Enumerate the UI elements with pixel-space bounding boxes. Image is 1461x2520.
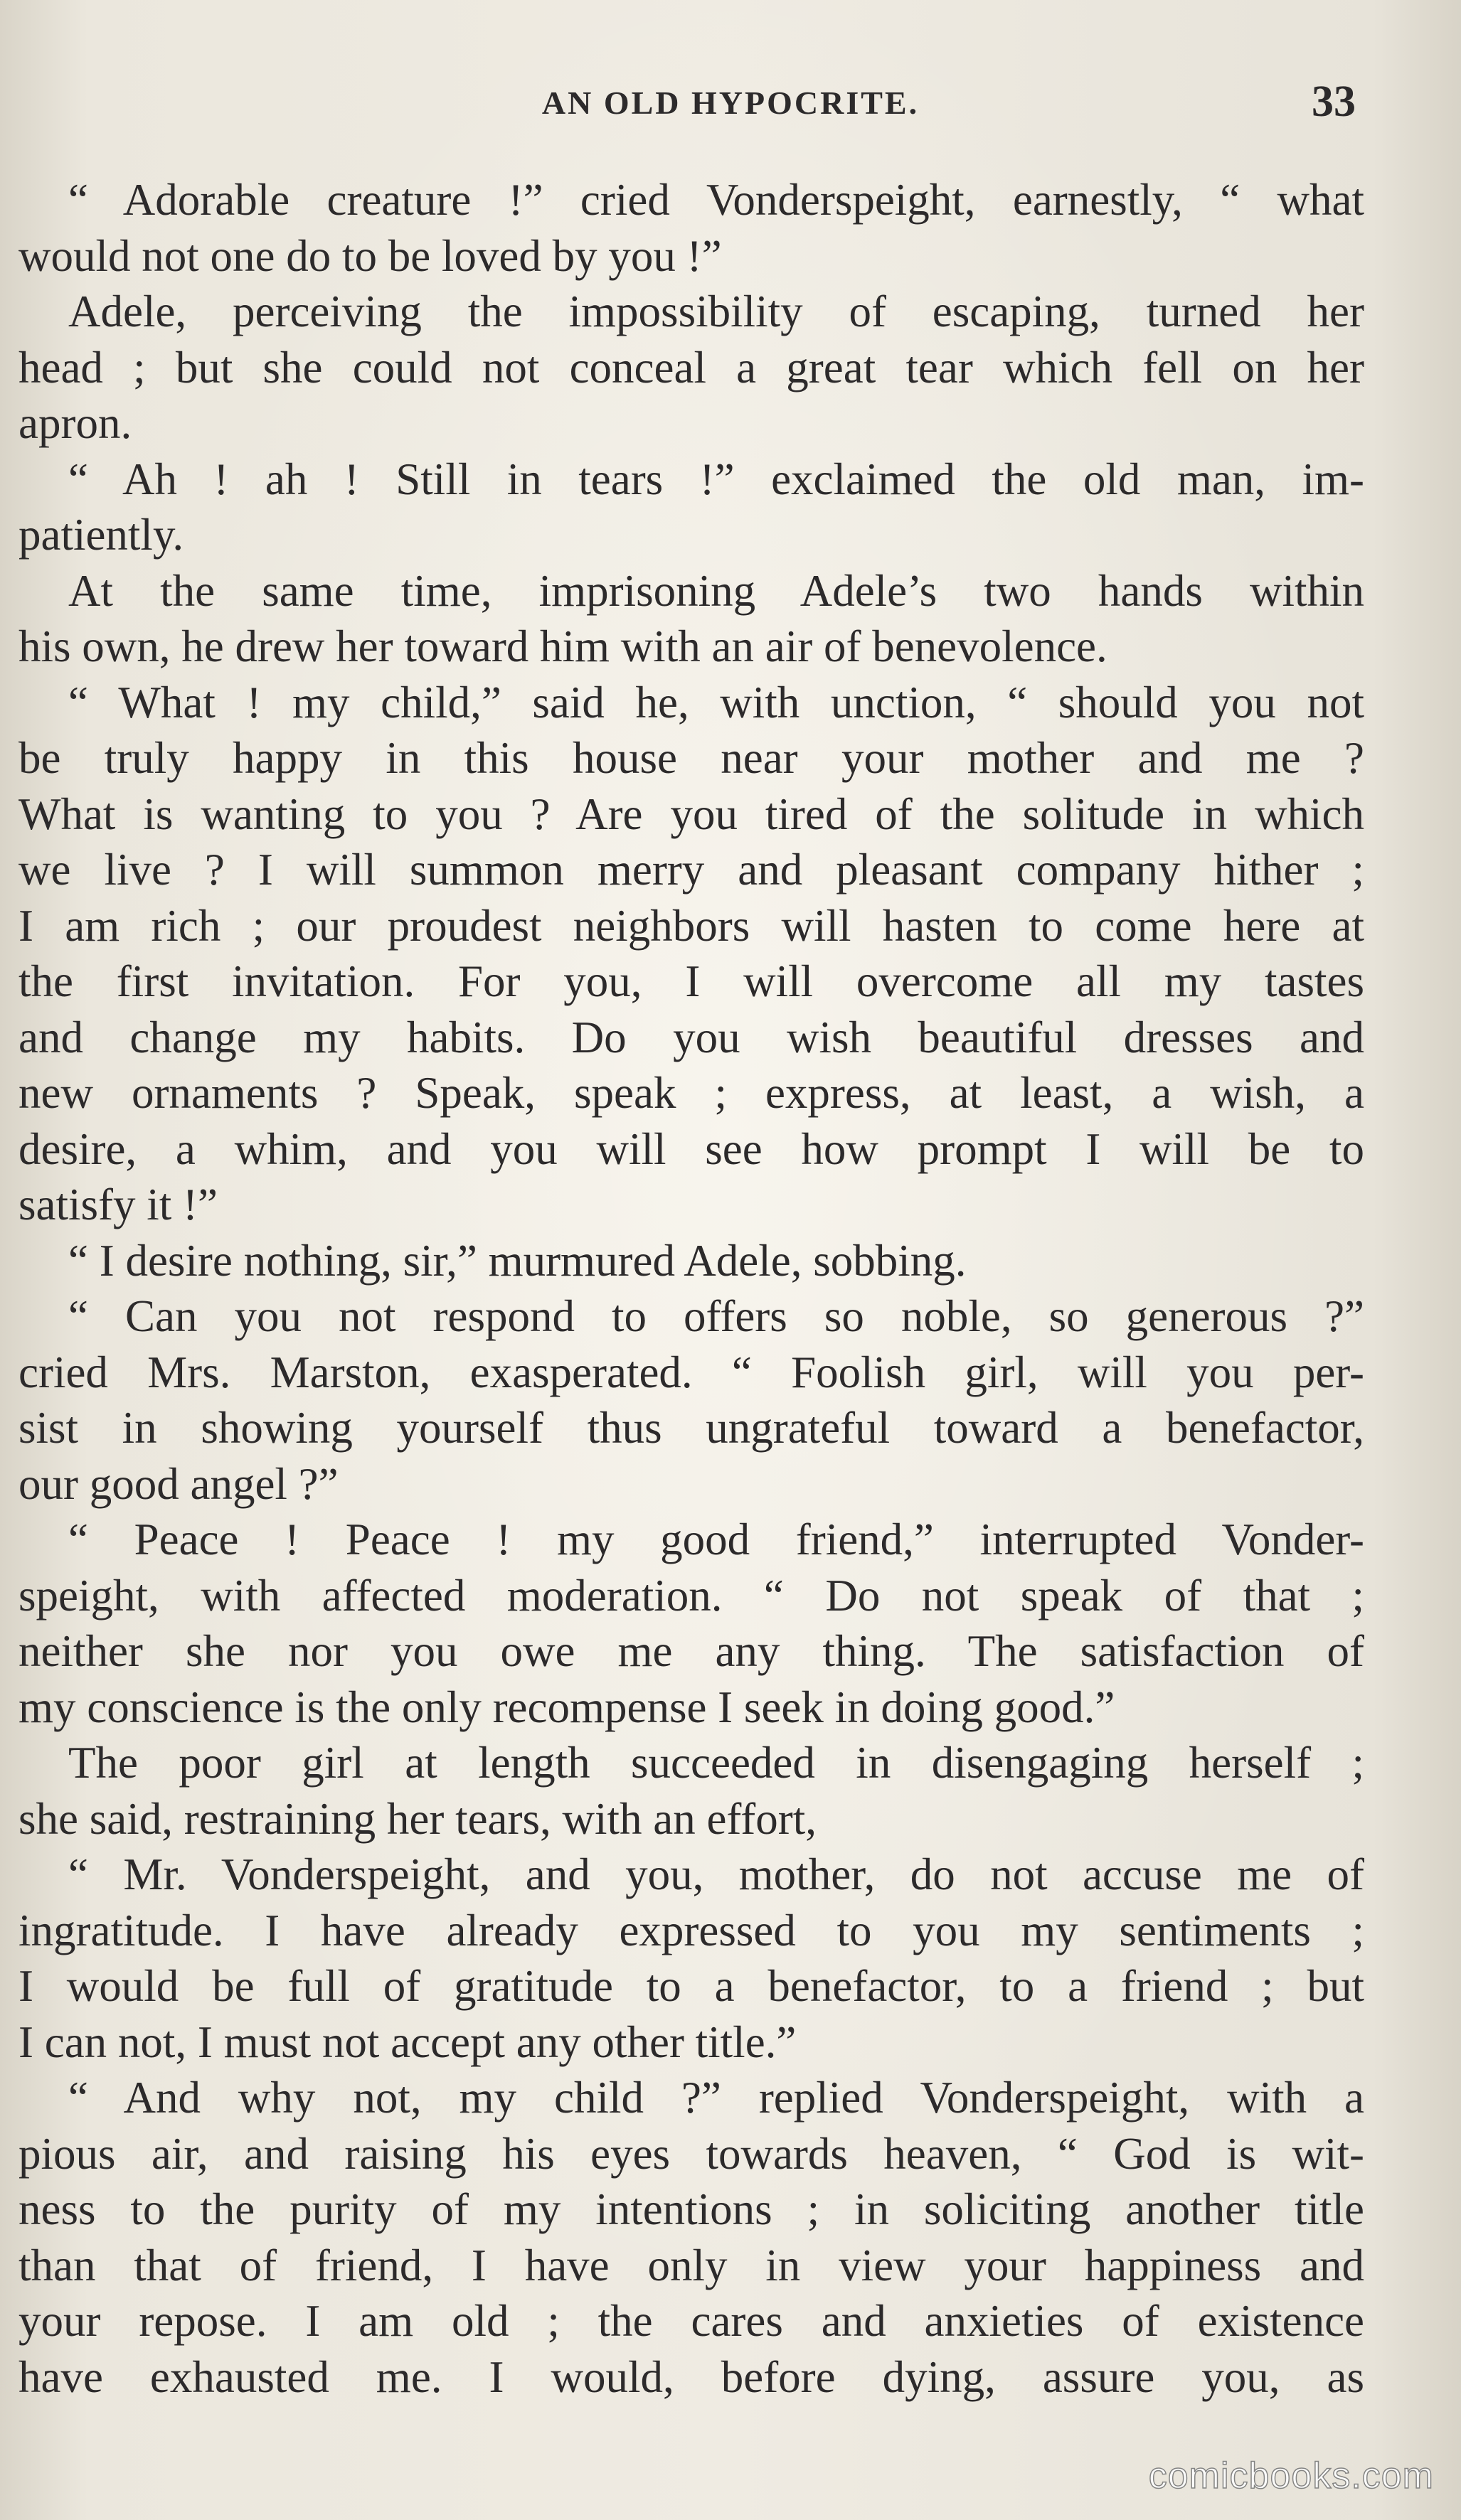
text-line: I would be full of gratitude to a benefactor, to a friend ; but (18, 1961, 1364, 2011)
text-line: desire, a whim, and you will see how prompt I will be to (18, 1123, 1364, 1174)
text-line: have exhausted me. I would, before dying, assure you, as (18, 2351, 1364, 2402)
body-text (18, 172, 1364, 2405)
text-line: our good angel ?” (18, 1458, 339, 1509)
text-line: my conscience is the only recompense I seek in doing good.” (18, 1682, 1115, 1732)
text-line: satisfy it !” (18, 1180, 218, 1229)
text-line: your repose. I am old ; the cares and anxieties of existence (18, 2296, 1364, 2346)
chapter-title: AN OLD HYPOCRITE. (541, 85, 920, 121)
page-number: 33 (1312, 78, 1356, 126)
text-line: At the same time, imprisoning Adele’s two hands within (68, 565, 1364, 616)
text-line: patiently. (18, 510, 184, 560)
running-head (0, 77, 1461, 134)
text-line: ingratitude. I have already expressed to you my sentiments ; (18, 1905, 1364, 1955)
text-line: pious air, and raising his eyes towards heaven, “ God is wit- (18, 2128, 1364, 2179)
text-line: than that of friend, I have only in view your happiness and (18, 2240, 1364, 2290)
text-line: we live ? I will summon merry and pleasant company hither ; (18, 845, 1364, 895)
text-line: Adele, perceiving the impossibility of escaping, turned her (68, 287, 1364, 336)
text-line: “ And why not, my child ?” replied Vonderspeight, with a (68, 2073, 1364, 2123)
text-line: I can not, I must not accept any other title.” (18, 2017, 797, 2067)
text-line: head ; but she could not conceal a great tear which fell on her (18, 342, 1364, 393)
text-line: and change my habits. Do you wish beautiful dresses and (18, 1012, 1364, 1062)
text-line: “ What ! my child,” said he, with unction, “ should you not (68, 677, 1364, 727)
text-line: neither she nor you owe me any thing. The satisfaction of (18, 1626, 1364, 1676)
text-line: sist in showing yourself thus ungrateful toward a benefactor, (18, 1403, 1364, 1453)
text-line: “ Mr. Vonderspeight, and you, mother, do not accuse me of (68, 1849, 1364, 1899)
text-line: be truly happy in this house near your mother and me ? (18, 733, 1364, 783)
text-line: new ornaments ? Speak, speak ; express, at least, a wish, a (18, 1068, 1364, 1118)
text-line: the first invitation. For you, I will overcome all my tastes (18, 956, 1364, 1006)
text-line: What is wanting to you ? Are you tired of the solitude in which (18, 789, 1364, 839)
watermark: comicbooks.com (1148, 2455, 1434, 2497)
text-line: “ Adorable creature !” cried Vonderspeight, earnestly, “ what (68, 175, 1364, 225)
text-line: “ Peace ! Peace ! my good friend,” interrupted Vonder- (68, 1515, 1364, 1564)
text-line: “ Can you not respond to offers so noble, so generous ?” (68, 1291, 1364, 1341)
text-line: cried Mrs. Marston, exasperated. “ Foolish girl, will you per- (18, 1347, 1364, 1397)
text-line: would not one do to be loved by you !” (18, 230, 722, 281)
text-line: apron. (18, 398, 132, 448)
text-line: she said, restraining her tears, with an effort, (18, 1793, 817, 1844)
text-line: his own, he drew her toward him with an air of benevolence. (18, 621, 1107, 671)
text-line: ness to the purity of my intentions ; in soliciting another title (18, 2184, 1364, 2234)
text-line: I am rich ; our proudest neighbors will hasten to come here at (18, 900, 1364, 951)
text-line: “ Ah ! ah ! Still in tears !” exclaimed the old man, im- (68, 454, 1364, 504)
text-line: “ I desire nothing, sir,” murmured Adele, sobbing. (68, 1235, 967, 1286)
text-line: The poor girl at length succeeded in disengaging herself ; (68, 1738, 1364, 1788)
text-line: speight, with affected moderation. “ Do not speak of that ; (18, 1570, 1364, 1621)
